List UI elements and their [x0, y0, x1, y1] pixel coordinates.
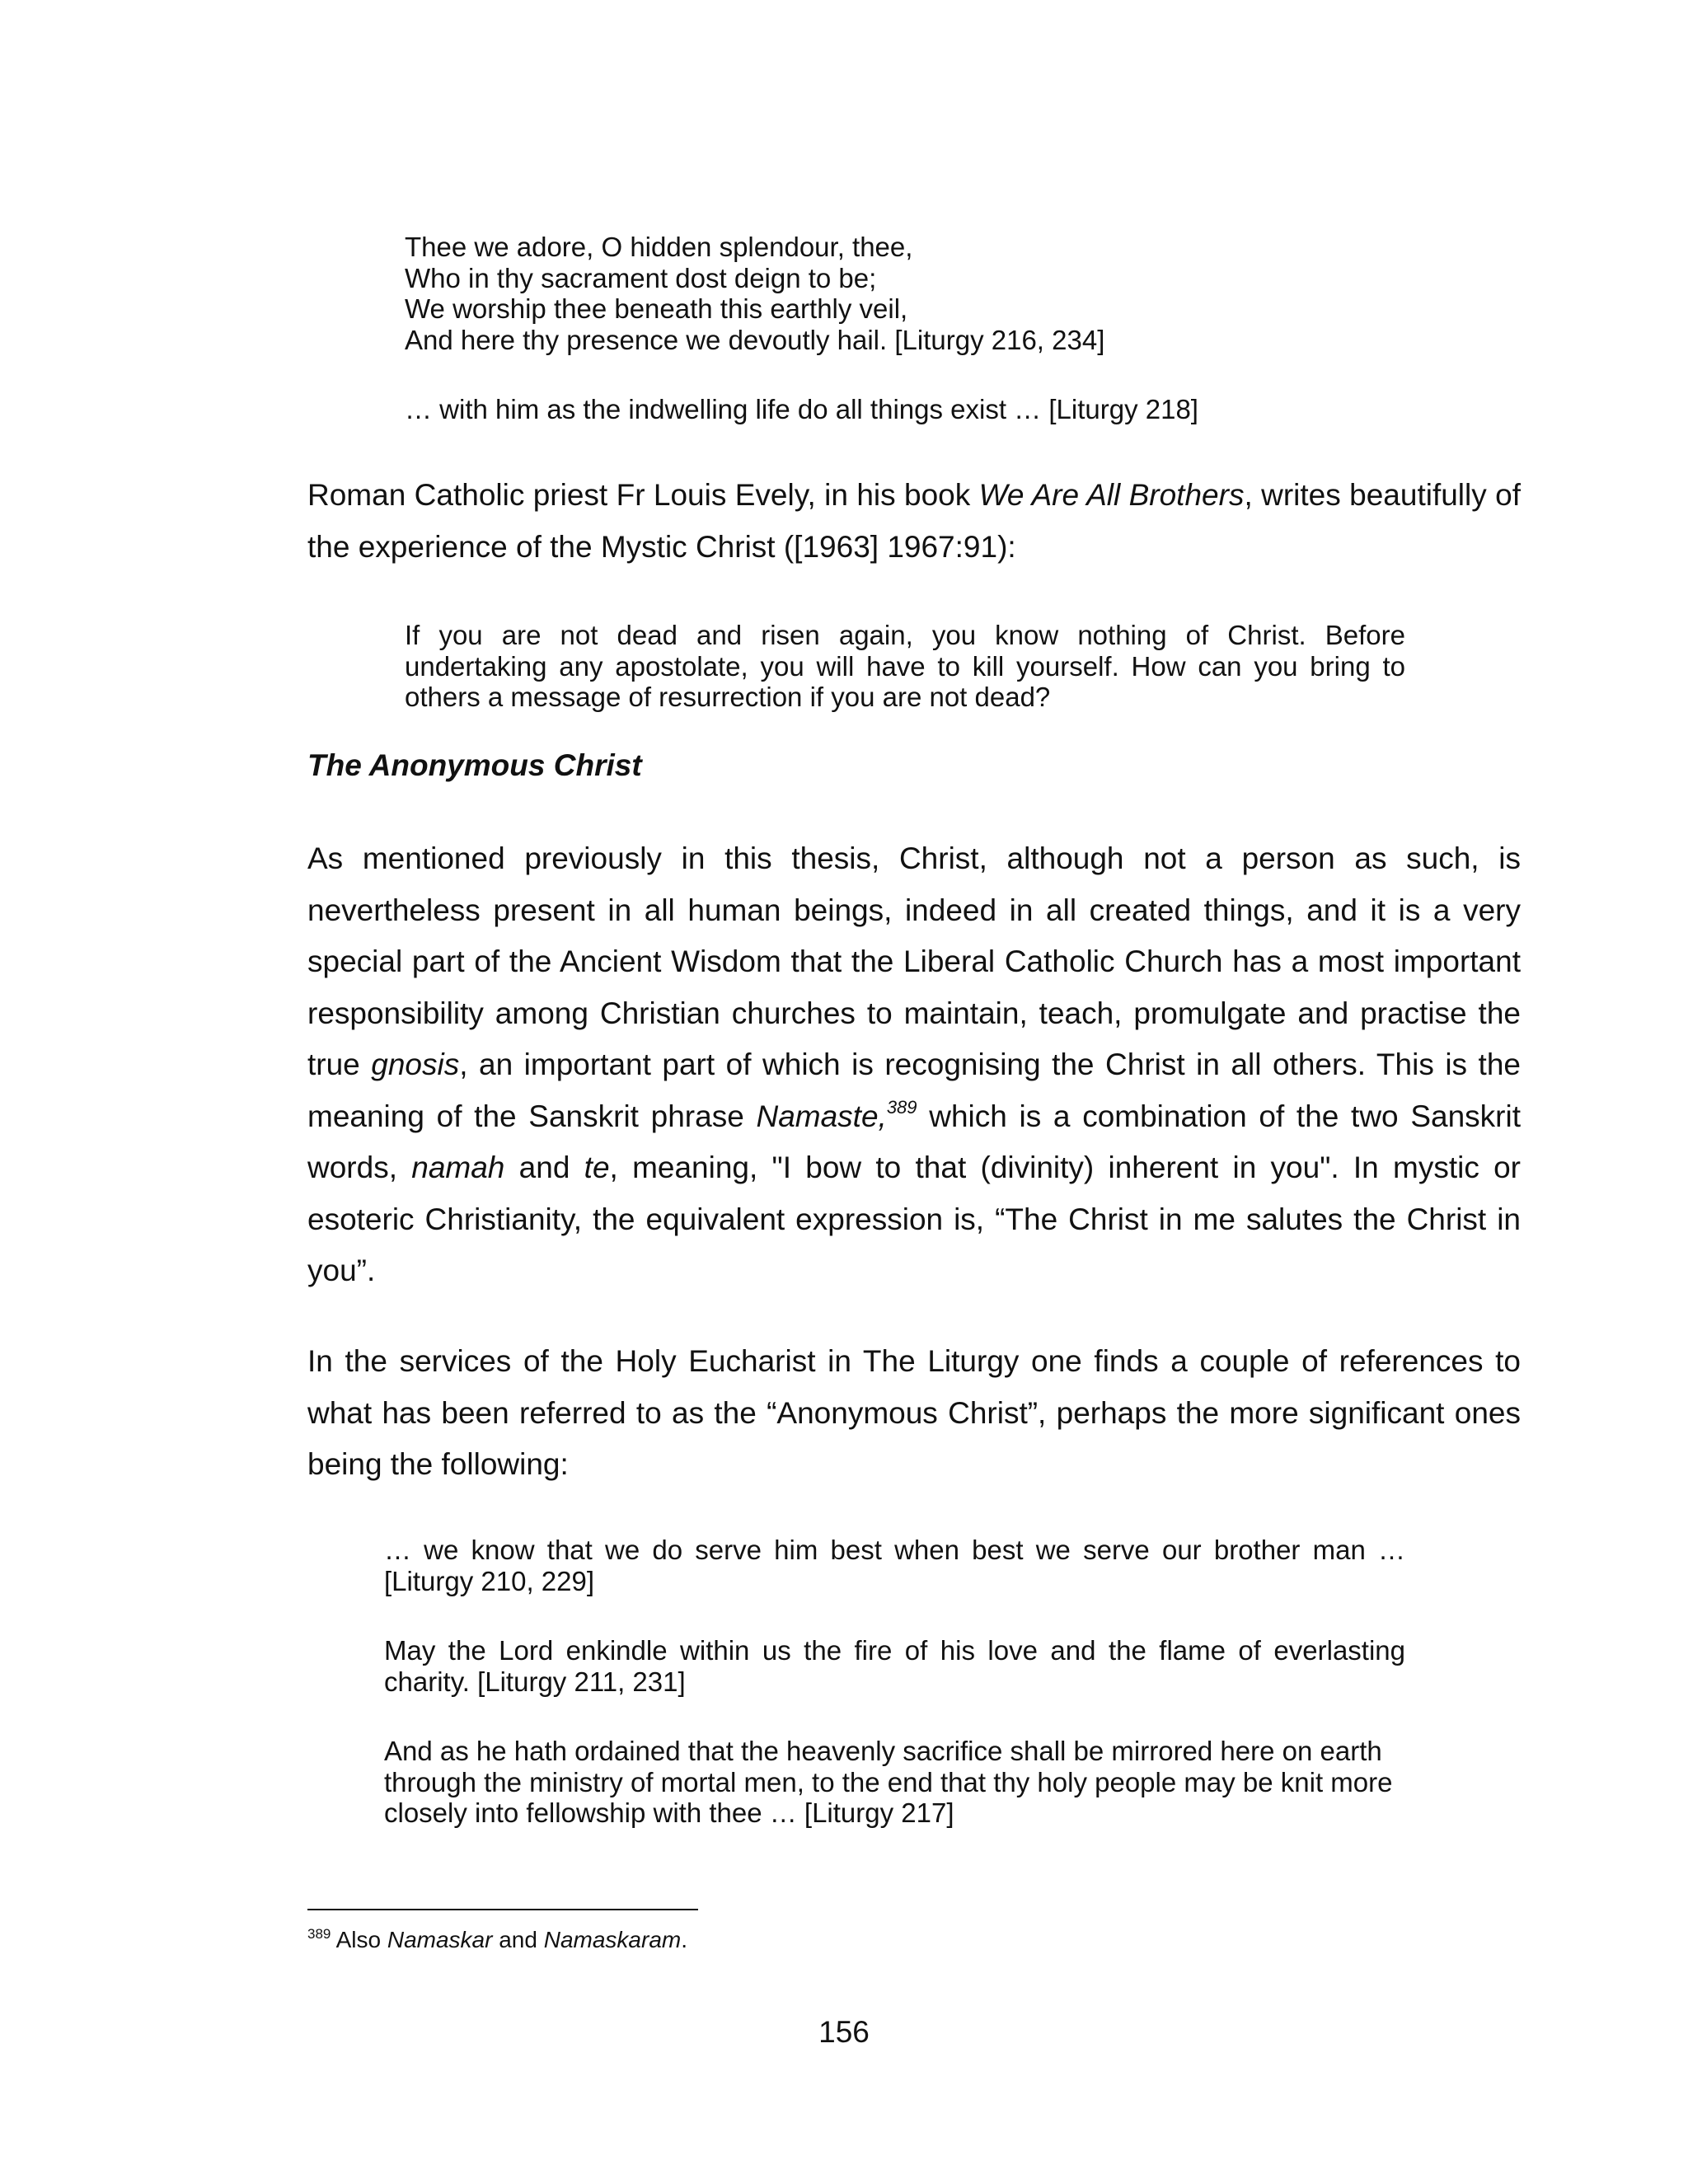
quote-evely: If you are not dead and risen again, you know nothing of Christ. Before undertaking any apostolate, you will have to kill yourself. How can you bring to others a message of resurrection if you are not dead? [405, 620, 1405, 712]
quote-line: We worship thee beneath this earthly veil, [405, 293, 908, 324]
quote-ordained [384, 1736, 1456, 1829]
footnote-reference[interactable]: 389 [886, 1097, 917, 1118]
term-gnosis: gnosis [371, 1047, 460, 1081]
term-namaste: Namaste, [756, 1099, 887, 1133]
quote-line: Thee we adore, O hidden splendour, thee, [405, 232, 913, 262]
term-namah: namah [411, 1151, 505, 1184]
quote-line: closely into fellowship with thee … [Liturgy 217] [384, 1797, 954, 1828]
quote-hymn [405, 232, 1476, 355]
page-number: 156 [818, 2015, 870, 2049]
paragraph-evely: Roman Catholic priest Fr Louis Evely, in his book We Are All Brothers, writes beautifully of the experience of the Mystic Christ ([1963] 1967:91): [307, 478, 1521, 564]
quote-enkindle: May the Lord enkindle within us the fire of his love and the flame of everlasting charity. [Liturgy 211, 231] [384, 1635, 1405, 1697]
quote-line: through the ministry of mortal men, to the end that thy holy people may be knit more [384, 1766, 1393, 1797]
quote-line: And as he hath ordained that the heavenly sacrifice shall be mirrored here on earth [384, 1736, 1382, 1766]
term-te: te [584, 1151, 610, 1184]
section-heading: The Anonymous Christ [307, 748, 642, 782]
footnote: $^{389}$ Also Namaskar and Namaskaram. [307, 1925, 687, 1952]
quote-line: And here thy presence we devoutly hail. [Liturgy 216, 234] [405, 324, 1105, 355]
paragraph-anonymous-christ: As mentioned previously in this thesis, Christ, although not a person as such, is nevertheless present in all human beings, indeed in all created things, and it is a very special part of the Ancient Wisdom that the Liberal Catholic Church has a most important responsibility among Christian churches to maintain, teach, promulgate and practise the true gnosis, an important part of which is recognising the Christ in all others. This is the meaning of the Sanskrit phrase Namaste,$^{389}$ which is a combination of the two Sanskrit words, namah and te, meaning, "I bow to that (divinity) inherent in you". In mystic or esoteric Christianity, the equivalent expression is, “The Christ in me salutes the Christ in you”. [307, 841, 1521, 1287]
footnote-number: 389 [307, 1925, 331, 1942]
footnote-separator [307, 1909, 698, 1910]
book-title: We Are All Brothers [978, 478, 1245, 512]
quote-serve: … we know that we do serve him best when best we serve our brother man … [Liturgy 210, 229] [384, 1535, 1405, 1596]
quote-indwelling: … with him as the indwelling life do all things exist … [Liturgy 218] [405, 394, 1198, 424]
quote-line: Who in thy sacrament dost deign to be; [405, 262, 877, 293]
paragraph-eucharist: In the services of the Holy Eucharist in The Liturgy one finds a couple of references to what has been referred to as the “Anonymous Christ”, perhaps the more significant ones being the following: [307, 1344, 1521, 1481]
